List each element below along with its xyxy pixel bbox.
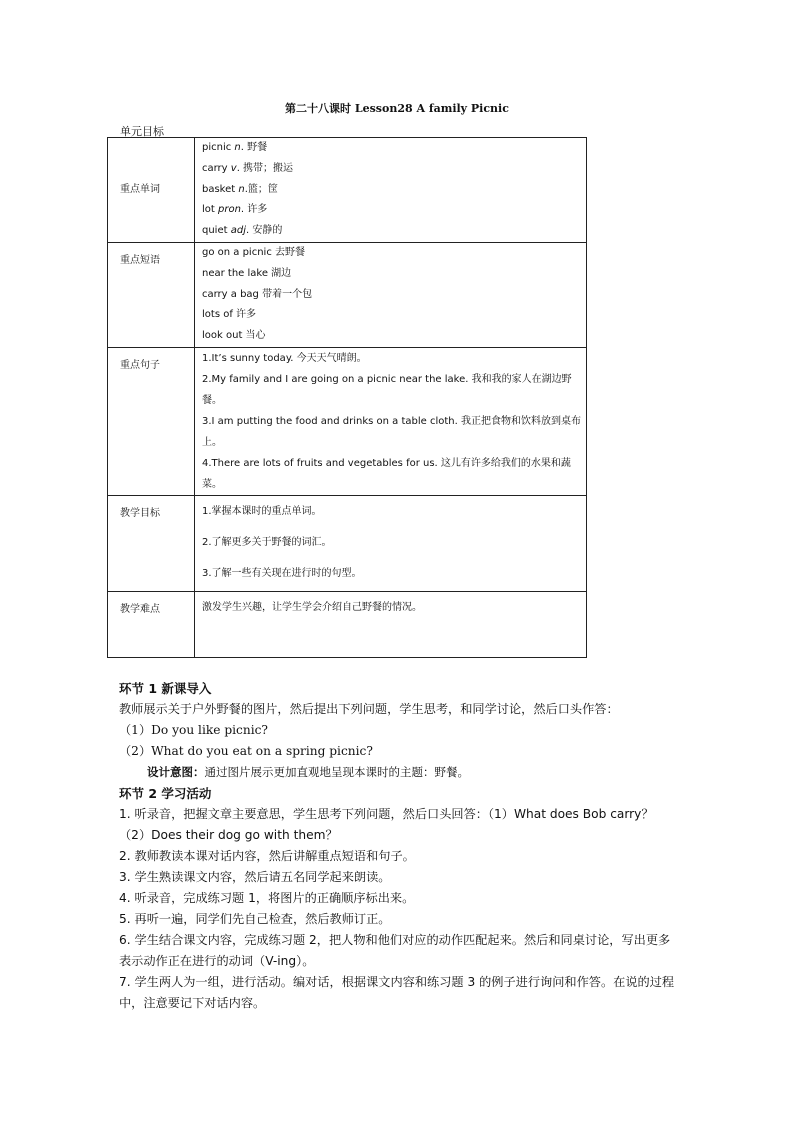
- question-item: （1）Do you like picnic?: [119, 723, 268, 737]
- activity-item: 5. 再听一遍，同学们先自己检查，然后教师订正。: [119, 912, 391, 926]
- list-item: 激发学生兴趣，让学生学会介绍自己野餐的情况。: [202, 602, 422, 613]
- activity-item: 6. 学生结合课文内容，完成练习题 2，把人物和他们对应的动作匹配起来。然后和同桌讨论，写出更多表示动作正在进行的动词（V-ing）。: [119, 933, 671, 968]
- activity-item: 2. 教师教读本课对话内容，然后讲解重点短语和句子。: [119, 849, 415, 863]
- phrases-cell: [195, 243, 587, 348]
- list-item: carry a bag 带着一个包: [202, 288, 313, 300]
- list-item: 2.了解更多关于野餐的词汇。: [202, 537, 332, 548]
- lesson-body: [119, 678, 679, 1014]
- list-item: basket n.篮；筐: [202, 183, 278, 195]
- list-item: 1.掌握本课时的重点单词。: [202, 506, 322, 517]
- activity-item: 4. 听录音，完成练习题 1，将图片的正确顺序标出来。: [119, 891, 415, 905]
- sentences-cell: [195, 348, 587, 496]
- table-row-phrases: [108, 243, 587, 348]
- row-label: 重点短语: [108, 243, 195, 348]
- list-item: lot pron. 许多: [202, 204, 268, 216]
- section-title: 环节 1 新课导入: [119, 681, 212, 696]
- list-item: picnic n. 野餐: [202, 142, 268, 153]
- list-item: 3.了解一些有关现在进行时的句型。: [202, 568, 362, 579]
- list-item: 2.My family and I are going on a picnic near the lake. 我和我的家人在湖边野餐。: [202, 374, 572, 406]
- list-item: lots of 许多: [202, 309, 257, 321]
- goals-cell: [195, 496, 587, 592]
- list-item: 1.It’s sunny today. 今天天气晴朗。: [202, 353, 367, 364]
- list-item: 4.There are lots of fruits and vegetables for us. 这儿有许多给我们的水果和蔬菜。: [202, 458, 571, 490]
- row-label: 教学难点: [108, 592, 195, 658]
- objectives-table: [107, 137, 587, 658]
- question-item: （2）What do you eat on a spring picnic?: [119, 744, 373, 758]
- row-label: 重点单词: [108, 138, 195, 243]
- table-row-sentences: [108, 348, 587, 496]
- unit-goal-label: 单元目标: [120, 125, 164, 138]
- paragraph: 教师展示关于户外野餐的图片，然后提出下列问题，学生思考，和同学讨论，然后口头作答：: [119, 702, 619, 716]
- activity-item: 3. 学生熟读课文内容，然后请五名同学起来朗读。: [119, 870, 391, 884]
- design-intent: 设计意图：通过图片展示更加直观地呈现本课时的主题：野餐。: [147, 765, 469, 779]
- list-item: quiet adj. 安静的: [202, 225, 283, 237]
- list-item: 3.I am putting the food and drinks on a table cloth. 我正把食物和饮料放到桌布上。: [202, 416, 581, 448]
- list-item: near the lake 湖边: [202, 267, 292, 279]
- words-cell: [195, 138, 587, 243]
- section-title: 环节 2 学习活动: [119, 786, 212, 801]
- list-item: look out 当心: [202, 330, 266, 342]
- row-label: 重点句子: [108, 348, 195, 496]
- difficulty-cell: [195, 592, 587, 658]
- lesson-title: 第二十八课时 Lesson28 A family Picnic: [285, 102, 509, 115]
- table-row-goals: [108, 496, 587, 592]
- table-row-difficulty: [108, 592, 587, 658]
- list-item: carry v. 携带；搬运: [202, 162, 294, 174]
- activity-item: 1. 听录音，把握文章主要意思，学生思考下列问题，然后口头回答：（1）What does Bob carry？（2）Does their dog go with them？: [119, 807, 654, 842]
- table-row-words: [108, 138, 587, 243]
- activity-item: 7. 学生两人为一组，进行活动。编对话，根据课文内容和练习题 3 的例子进行询问和作答。在说的过程中，注意要记下对话内容。: [119, 975, 675, 1010]
- row-label: 教学目标: [108, 496, 195, 592]
- list-item: go on a picnic 去野餐: [202, 247, 306, 258]
